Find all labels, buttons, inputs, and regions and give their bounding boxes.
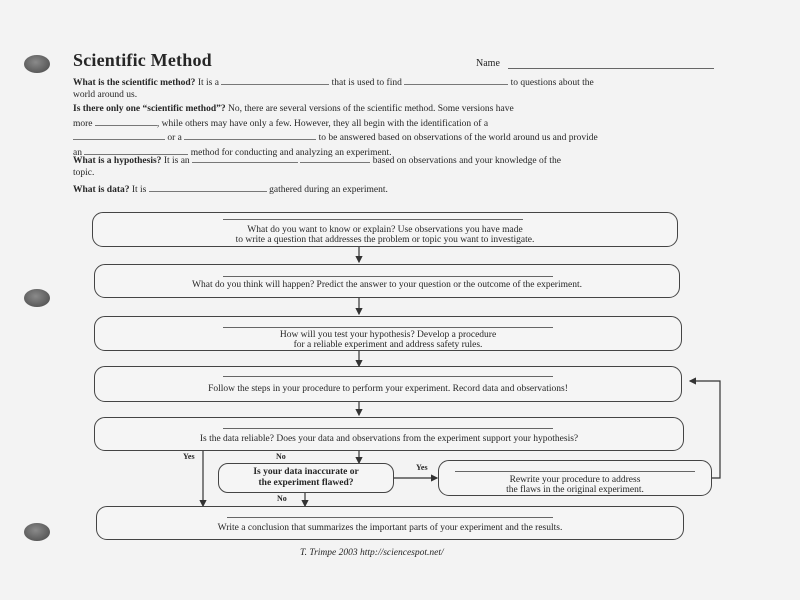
yes-label: Yes (183, 452, 195, 461)
yes-label: Yes (416, 463, 428, 472)
step-blank[interactable] (455, 471, 695, 472)
question-text: What is a hypothesis? (73, 156, 162, 166)
step-text: How will you test your hypothesis? Develop a procedure (279, 330, 497, 340)
step-blank[interactable] (223, 376, 553, 377)
question-only-one-method: Is there only one “scientific method”? No, there are several versions of the scientific method. Some versions have more , while others may have only a few. However, they all begin with the identification of a or a to be answered based on observations of the world around us and provide an method for conducting and analyzing an experiment. (73, 104, 598, 158)
question-hypothesis: What is a hypothesis? It is an based on observations and your knowledge of the topic. (73, 153, 723, 179)
step-experiment-box (94, 316, 682, 351)
step-question-box (92, 212, 678, 247)
step-conclusion-box (96, 506, 684, 540)
question-data: What is data? It is gathered during an experiment. (73, 182, 723, 197)
name-label: Name (476, 58, 500, 69)
question-text: What is data? (73, 185, 130, 195)
step-rewrite-box (438, 460, 712, 496)
step-text: to write a question that addresses the problem or topic you want to investigate. (235, 235, 535, 245)
step-text: What do you want to know or explain? Use observations you have made (247, 225, 523, 235)
step-blank[interactable] (223, 327, 553, 328)
step-blank[interactable] (223, 276, 553, 277)
step-text: Follow the steps in your procedure to perform your experiment. Record data and observations! (208, 384, 568, 394)
decision-text: Is your data inaccurate or (253, 467, 359, 477)
step-text: What do you think will happen? Predict the answer to your question or the outcome of the experiment. (192, 280, 582, 290)
step-text: for a reliable experiment and address safety rules. (293, 340, 483, 350)
page-title: Scientific Method (73, 50, 212, 70)
step-blank[interactable] (223, 428, 553, 429)
no-label: No (276, 452, 286, 461)
step-text: Write a conclusion that summarizes the important parts of your experiment and the results. (217, 523, 563, 533)
decision-question-box (218, 463, 394, 493)
step-analyze-box (94, 417, 684, 451)
step-text: Rewrite your procedure to address (509, 475, 641, 485)
footer-credit: T. Trimpe 2003 http://sciencespot.net/ (300, 548, 444, 558)
step-blank[interactable] (227, 517, 553, 518)
no-label: No (277, 494, 287, 503)
step-hypothesis-box (94, 264, 680, 298)
question-text: Is there only one “scientific method”? (73, 104, 226, 114)
step-text: the flaws in the original experiment. (506, 485, 644, 495)
step-text: Is the data reliable? Does your data and observations from the experiment support your hypothesis? (199, 434, 579, 444)
step-blank[interactable] (223, 219, 523, 220)
step-perform-box (94, 366, 682, 402)
question-scientific-method: What is the scientific method? It is a that is used to find to questions about the world around us. (73, 75, 723, 101)
decision-text: the experiment flawed? (258, 478, 354, 488)
question-text: What is the scientific method? (73, 78, 196, 88)
